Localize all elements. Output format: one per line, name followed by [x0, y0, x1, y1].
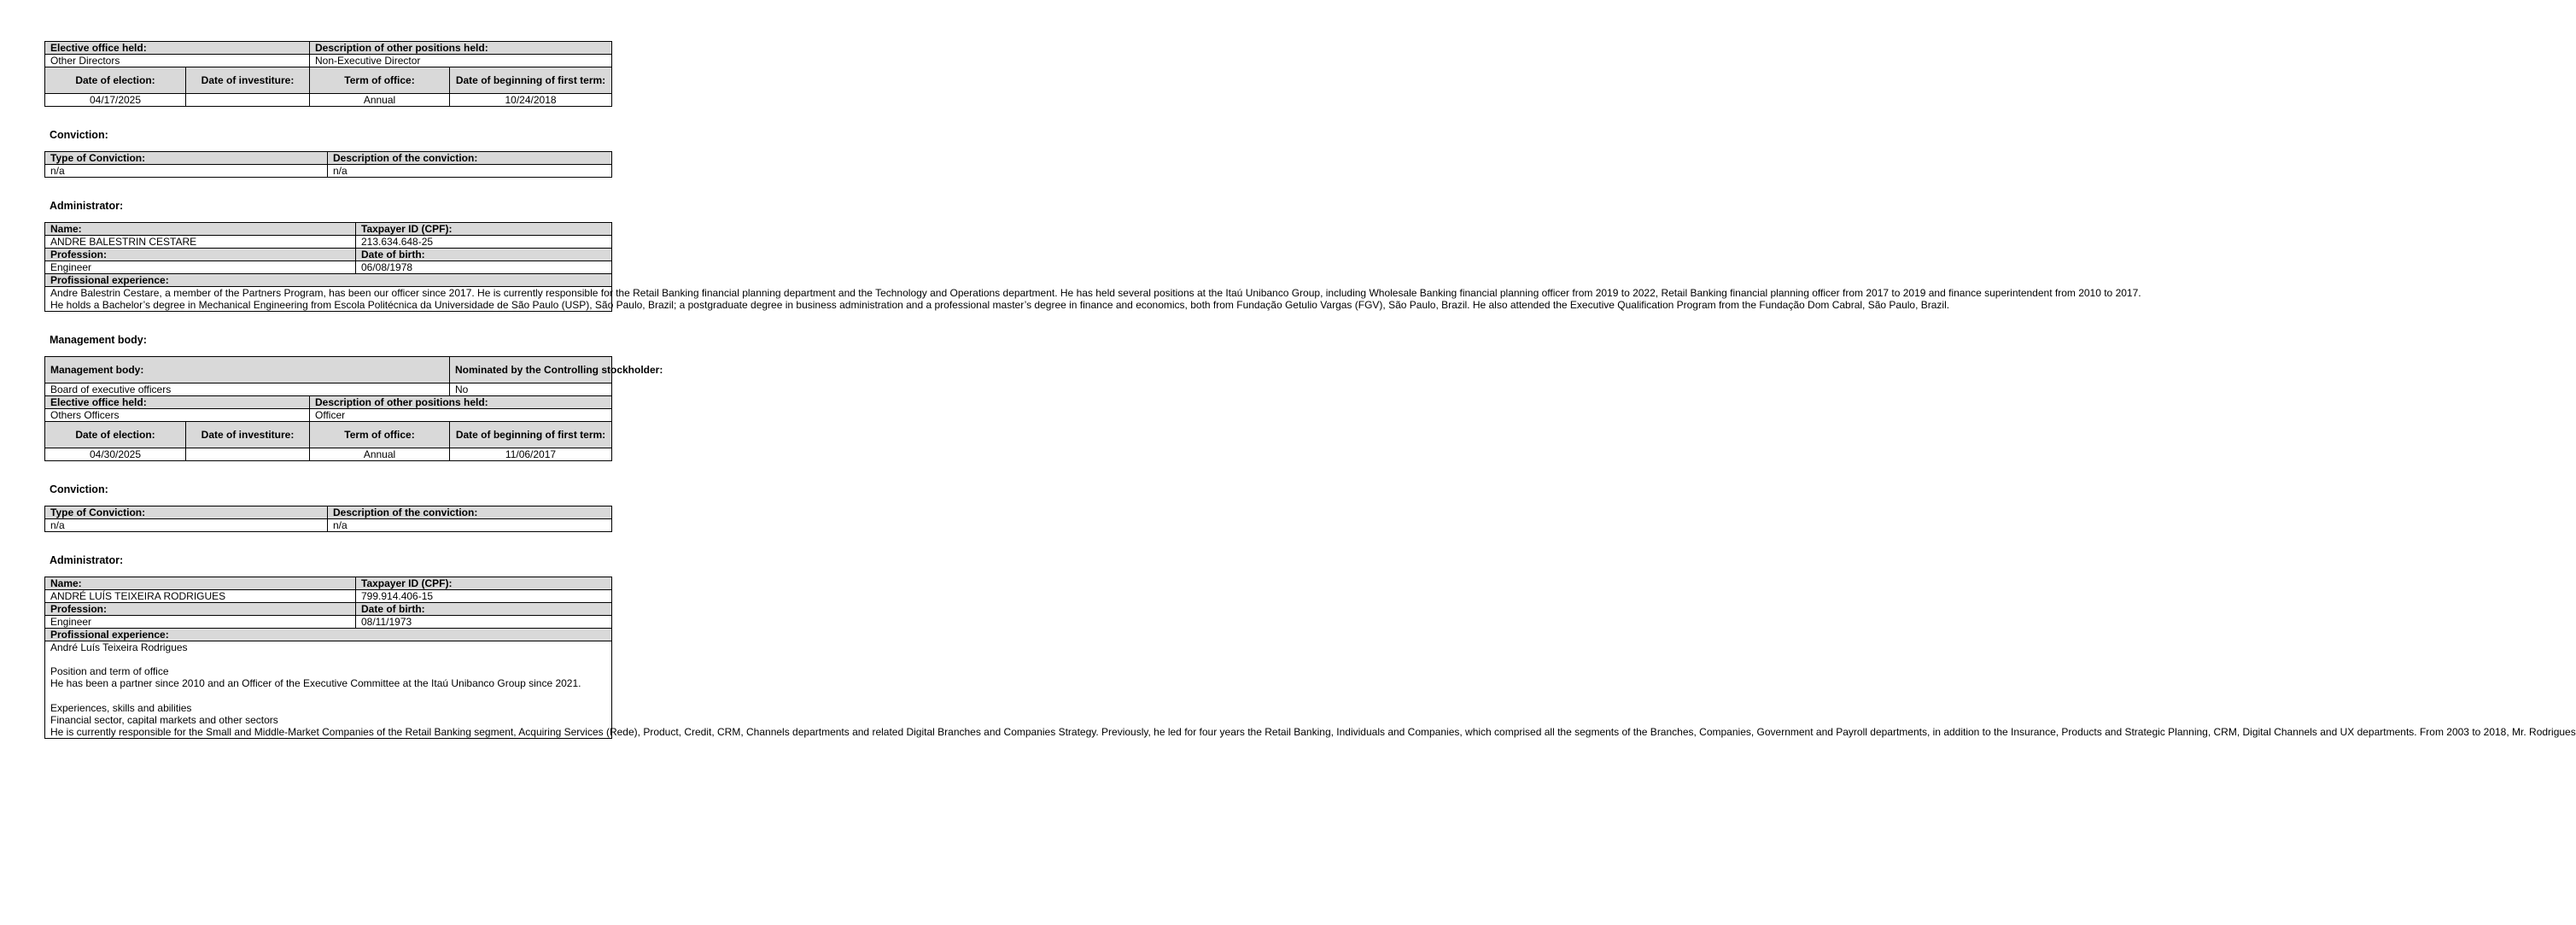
management-body-label: Management body:	[45, 357, 450, 383]
description-conviction-label: Description of the conviction:	[328, 152, 612, 165]
type-conviction-label: Type of Conviction:	[45, 152, 328, 165]
type-conviction-value: n/a	[45, 519, 328, 532]
experience-paragraph: He has been a partner since 2010 and an Officer of the Executive Committee at the Itaú Unibanco Group since 2021.	[50, 677, 581, 690]
taxpayer-value: 799.914.406-15	[356, 590, 612, 603]
term-office-value: Annual	[310, 94, 450, 107]
experience-text	[45, 287, 2141, 312]
conviction-heading: Conviction:	[50, 129, 108, 141]
description-conviction-value: n/a	[328, 165, 612, 178]
description-other-label: Description of other positions held:	[310, 396, 612, 409]
date-birth-value: 08/11/1973	[356, 616, 612, 629]
first-term-value: 10/24/2018	[450, 94, 612, 107]
name-value: ANDRE BALESTRIN CESTARE	[45, 236, 356, 249]
administrator-table-1	[44, 222, 2141, 312]
profession-value: Engineer	[45, 261, 356, 274]
description-conviction-label: Description of the conviction:	[328, 506, 612, 519]
date-election-value: 04/30/2025	[45, 448, 186, 461]
first-term-label: Date of beginning of first term:	[450, 422, 612, 448]
date-investiture-value	[186, 94, 310, 107]
date-birth-label: Date of birth:	[356, 603, 612, 616]
conviction-table-1	[44, 151, 612, 178]
profession-value: Engineer	[45, 616, 356, 629]
elective-office-value: Others Officers	[45, 409, 310, 422]
first-term-label: Date of beginning of first term:	[450, 67, 612, 94]
elective-office-label: Elective office held:	[45, 396, 310, 409]
description-conviction-value: n/a	[328, 519, 612, 532]
description-other-label: Description of other positions held:	[310, 42, 612, 55]
experience-paragraph: Andre Balestrin Cestare, a member of the Partners Program, has been our officer since 2017. He is currently responsible for the Retail Banking financial planning department and the Technology and Operations department. He has held several positions at the Itaú Unibanco Group, including Wholesale Banking financial planning officer from 2019 to 2022, Retail Banking financial planning officer from 2017 to 2019 and finance superintendent from 2010 to 2017.	[50, 287, 2141, 299]
date-investiture-label: Date of investiture:	[186, 422, 310, 448]
conviction-heading: Conviction:	[50, 483, 108, 495]
date-birth-value: 06/08/1978	[356, 261, 612, 274]
administrator-table-2	[44, 577, 2576, 739]
nominated-label: Nominated by the Controlling stockholder:	[450, 357, 612, 383]
document-page	[44, 41, 2576, 739]
experience-paragraph: He holds a Bachelor’s degree in Mechanical Engineering from Escola Politécnica da Universidade de São Paulo (USP), São Paulo, Brazil; a postgraduate degree in business administration and a professional master’s degree in finance and economics, both from Fundação Getulio Vargas (FGV), São Paulo, Brazil. He also attended the Executive Qualification Program from the Fundação Dom Cabral, São Paulo, Brazil.	[50, 299, 1950, 311]
experience-subtitle: Experiences, skills and abilities	[50, 701, 192, 714]
experience-text	[45, 641, 2576, 739]
management-table	[44, 356, 663, 461]
name-value: ANDRÉ LUÍS TEIXEIRA RODRIGUES	[45, 590, 356, 603]
term-office-value: Annual	[310, 448, 450, 461]
date-election-label: Date of election:	[45, 67, 186, 94]
name-label: Name:	[45, 577, 356, 590]
conviction-table-2	[44, 506, 612, 532]
first-term-value: 11/06/2017	[450, 448, 612, 461]
taxpayer-value: 213.634.648-25	[356, 236, 612, 249]
description-other-value: Officer	[310, 409, 612, 422]
administrator-heading: Administrator:	[50, 554, 124, 566]
experience-name: André Luís Teixeira Rodrigues	[50, 641, 188, 653]
date-election-label: Date of election:	[45, 422, 186, 448]
term-office-label: Term of office:	[310, 67, 450, 94]
experience-label: Profissional experience:	[45, 629, 612, 641]
date-investiture-label: Date of investiture:	[186, 67, 310, 94]
experience-paragraph: He is currently responsible for the Small and Middle-Market Companies of the Retail Banking segment, Acquiring Services (Rede), Product, Credit, CRM, Channels departments and related Digital Branches and Companies Strategy. Previously, he led for four years the Retail Banking, Individuals and Companies, which comprised all the segments of the Branches, Companies, Government and Payroll departments, in addition to the Insurance, Products and Strategic Planning, CRM, Digital Channels and UX departments. From 2003 to 2018, Mr. Rodrigues	[50, 725, 2576, 738]
profession-label: Profession:	[45, 249, 356, 261]
taxpayer-label: Taxpayer ID (CPF):	[356, 577, 612, 590]
nominated-value: No	[450, 383, 612, 396]
type-conviction-value: n/a	[45, 165, 328, 178]
taxpayer-label: Taxpayer ID (CPF):	[356, 223, 612, 236]
management-body-heading: Management body:	[50, 334, 147, 346]
experience-label: Profissional experience:	[45, 274, 612, 287]
management-body-value: Board of executive officers	[45, 383, 450, 396]
name-label: Name:	[45, 223, 356, 236]
administrator-heading: Administrator:	[50, 200, 124, 212]
term-office-label: Term of office:	[310, 422, 450, 448]
description-other-value: Non-Executive Director	[310, 55, 612, 67]
date-birth-label: Date of birth:	[356, 249, 612, 261]
profession-label: Profession:	[45, 603, 356, 616]
date-investiture-value	[186, 448, 310, 461]
positions-table-1	[44, 41, 612, 107]
date-election-value: 04/17/2025	[45, 94, 186, 107]
type-conviction-label: Type of Conviction:	[45, 506, 328, 519]
experience-subtitle: Financial sector, capital markets and other sectors	[50, 713, 278, 726]
elective-office-value: Other Directors	[45, 55, 310, 67]
experience-subtitle: Position and term of office	[50, 665, 169, 678]
elective-office-label: Elective office held:	[45, 42, 310, 55]
